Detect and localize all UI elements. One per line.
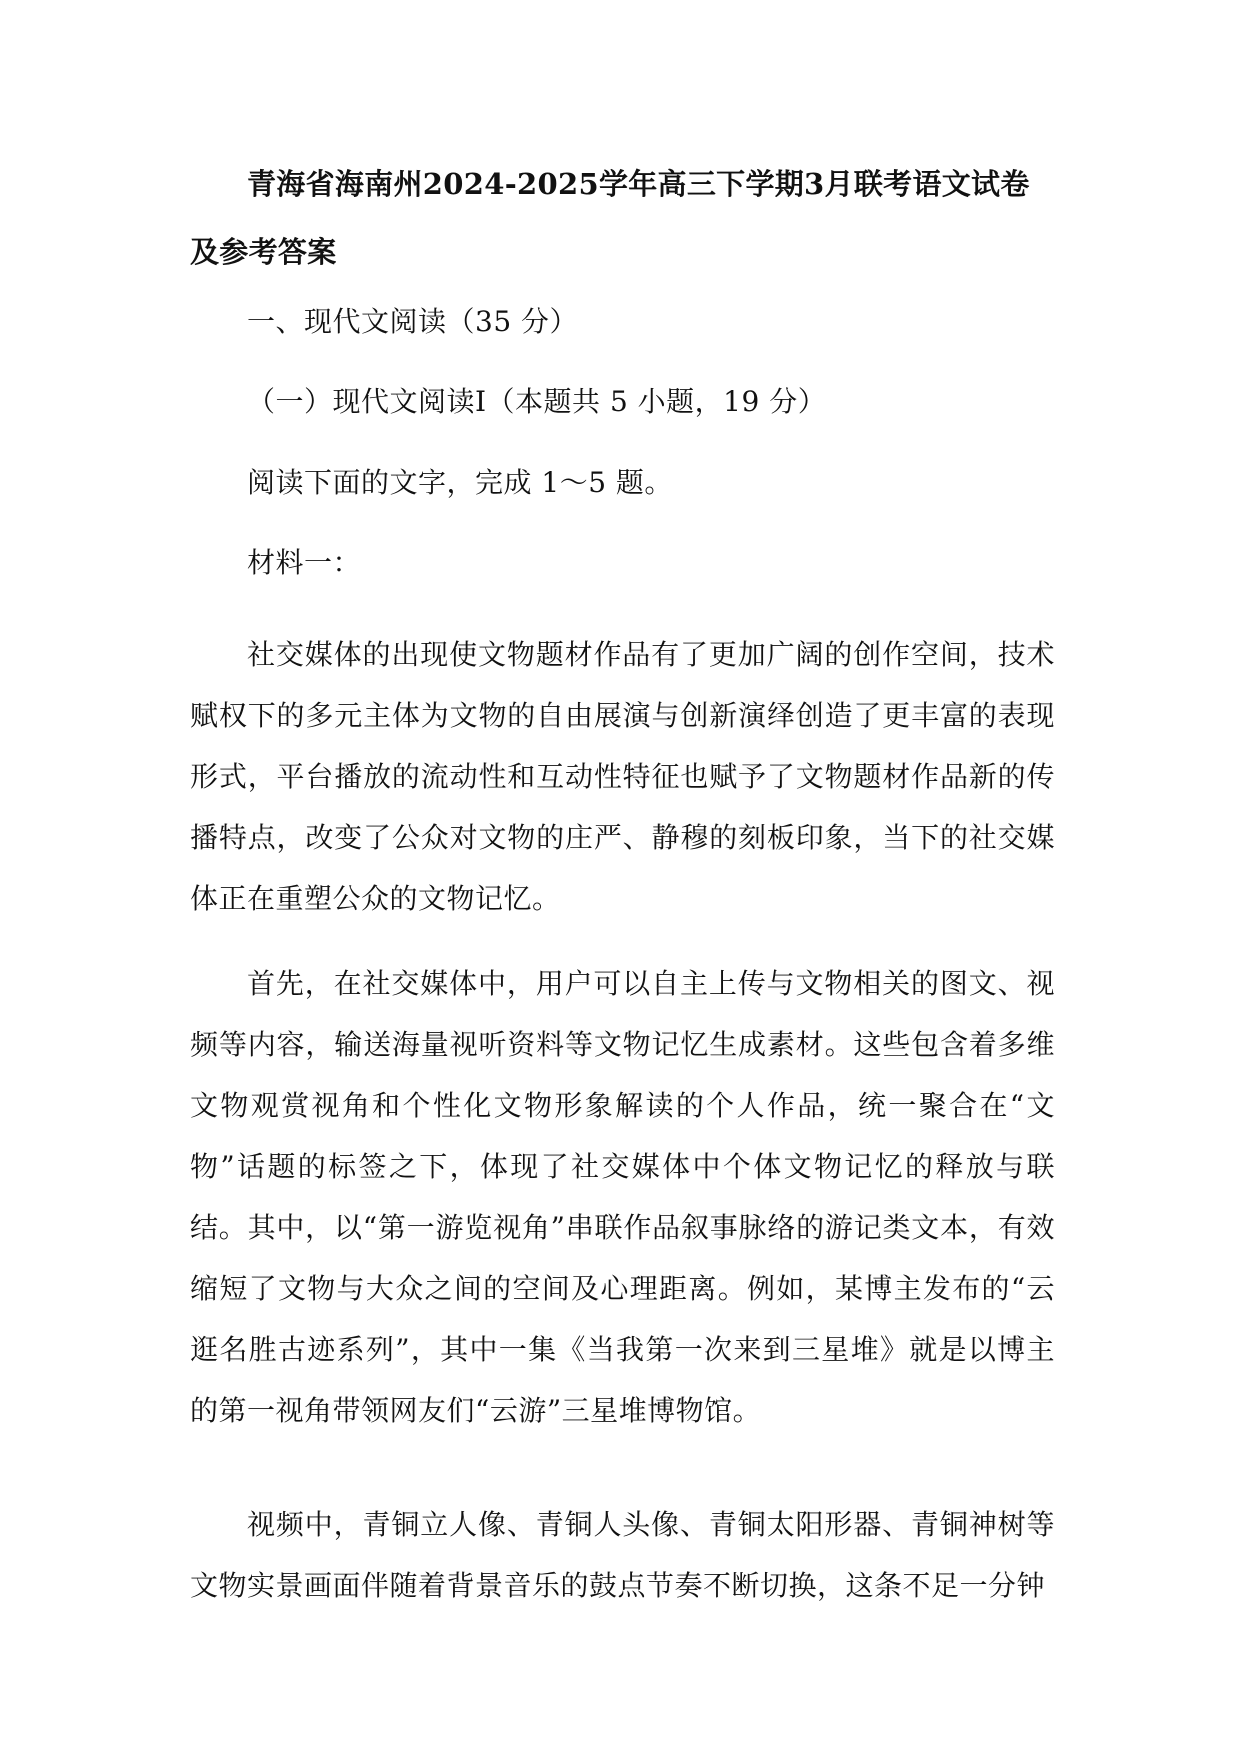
body-paragraph: 视频中，青铜立人像、青铜人头像、青铜太阳形器、青铜神树等文物实景画面伴随着背景音乐的鼓点节奏不断切换，这条不足一分钟 <box>190 1508 1055 1602</box>
body-paragraph: 首先，在社交媒体中，用户可以自主上传与文物相关的图文、视频等内容，输送海量视听资料等文物记忆生成素材。这些包含着多维文物观赏视角和个性化文物形象解读的个人作品，统一聚合在“文物”话题的标签之下，体现了社交媒体中个体文物记忆的释放与联结。其中，以“第一游览视角”串联作品叙事脉络的游记类文本，有效缩短了文物与大众之间的空间及心理距离。例如，某博主发布的“云逛名胜古迹系列”，其中一集《当我第一次来到三星堆》就是以博主的第一视角带领网友们“云游”三星堆博物馆。 <box>190 967 1055 1427</box>
section-heading: 一、现代文阅读（35 分） <box>247 305 579 338</box>
subsection-heading: （一）现代文阅读Ⅰ（本题共 5 小题，19 分） <box>247 385 827 418</box>
material-label: 材料一： <box>247 546 362 579</box>
document-title: 青海省海南州2024-2025学年高三下学期3月联考语文试卷及参考答案 <box>190 167 1030 269</box>
body-paragraph: 社交媒体的出现使文物题材作品有了更加广阔的创作空间，技术赋权下的多元主体为文物的自由展演与创新演绎创造了更丰富的表现形式，平台播放的流动性和互动性特征也赋予了文物题材作品新的传播特点，改变了公众对文物的庄严、静穆的刻板印象，当下的社交媒体正在重塑公众的文物记忆。 <box>190 638 1055 915</box>
reading-instruction: 阅读下面的文字，完成 1～5 题。 <box>247 466 673 499</box>
